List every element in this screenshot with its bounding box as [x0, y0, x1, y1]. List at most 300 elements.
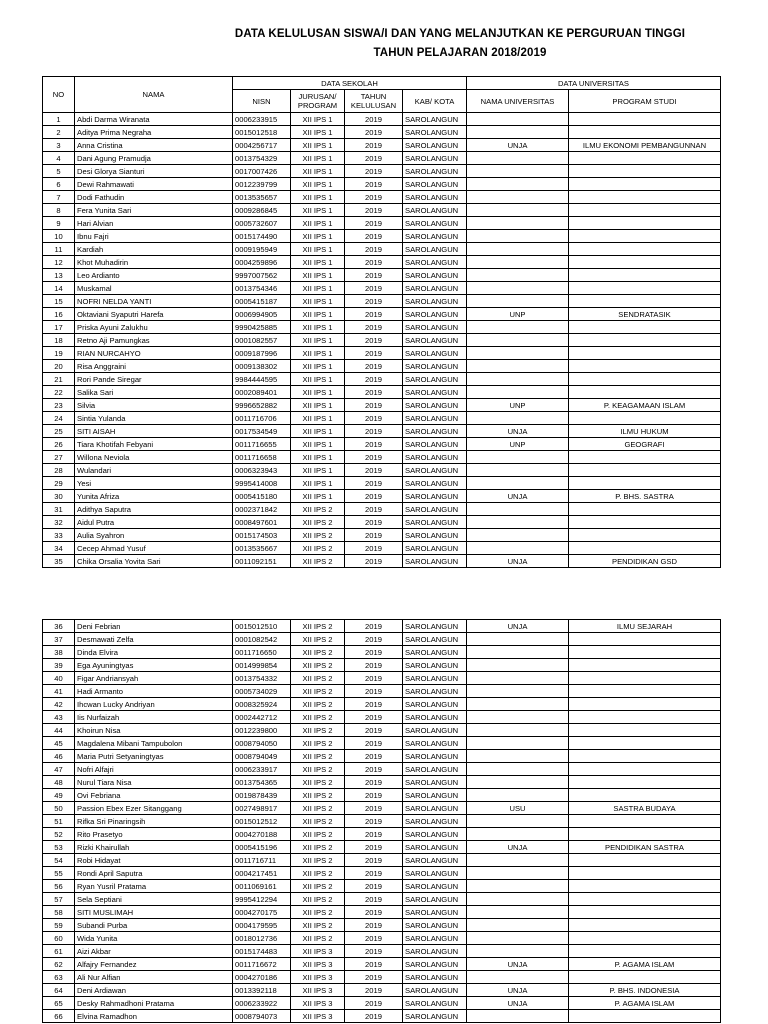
table-row	[43, 633, 721, 646]
cell-kab-kota: SAROLANGUN	[403, 126, 467, 139]
cell-tahun: 2019	[345, 945, 403, 958]
cell-nisn: 0001082542	[233, 633, 291, 646]
cell-nama-universitas	[467, 815, 569, 828]
cell-no: 38	[43, 646, 75, 659]
cell-kab-kota: SAROLANGUN	[403, 529, 467, 542]
cell-nama: Adithya Saputra	[75, 503, 233, 516]
cell-program-studi: PENDIDIKAN SASTRA	[569, 841, 721, 854]
cell-program-studi	[569, 204, 721, 217]
cell-program-studi	[569, 828, 721, 841]
cell-jurusan: XII IPS 2	[291, 503, 345, 516]
cell-tahun: 2019	[345, 451, 403, 464]
cell-jurusan: XII IPS 2	[291, 802, 345, 815]
cell-tahun: 2019	[345, 672, 403, 685]
cell-nama-universitas	[467, 750, 569, 763]
cell-program-studi	[569, 282, 721, 295]
table-row	[43, 503, 721, 516]
header-kab-kota: KAB/ KOTA	[403, 90, 467, 113]
cell-nama: Risa Anggraini	[75, 360, 233, 373]
cell-nama-universitas	[467, 867, 569, 880]
cell-jurusan: XII IPS 1	[291, 204, 345, 217]
cell-kab-kota: SAROLANGUN	[403, 334, 467, 347]
cell-no: 61	[43, 945, 75, 958]
cell-nama: Wida Yunita	[75, 932, 233, 945]
cell-no: 2	[43, 126, 75, 139]
cell-program-studi	[569, 360, 721, 373]
table-row	[43, 126, 721, 139]
cell-tahun: 2019	[345, 633, 403, 646]
header-no: NO	[43, 77, 75, 113]
cell-jurusan: XII IPS 1	[291, 282, 345, 295]
cell-kab-kota: SAROLANGUN	[403, 958, 467, 971]
cell-no: 4	[43, 152, 75, 165]
cell-kab-kota: SAROLANGUN	[403, 906, 467, 919]
cell-nama: Hadi Armanto	[75, 685, 233, 698]
cell-nama: Dodi Fathudin	[75, 191, 233, 204]
table-row	[43, 308, 721, 321]
cell-kab-kota: SAROLANGUN	[403, 737, 467, 750]
cell-jurusan: XII IPS 1	[291, 256, 345, 269]
cell-kab-kota: SAROLANGUN	[403, 815, 467, 828]
cell-tahun: 2019	[345, 971, 403, 984]
table-row	[43, 945, 721, 958]
cell-tahun: 2019	[345, 360, 403, 373]
table-row	[43, 880, 721, 893]
cell-jurusan: XII IPS 2	[291, 711, 345, 724]
cell-kab-kota: SAROLANGUN	[403, 1010, 467, 1023]
cell-nama: Rifka Sri Pinaringsih	[75, 815, 233, 828]
cell-tahun: 2019	[345, 269, 403, 282]
cell-tahun: 2019	[345, 126, 403, 139]
cell-kab-kota: SAROLANGUN	[403, 503, 467, 516]
cell-no: 16	[43, 308, 75, 321]
table-row	[43, 256, 721, 269]
cell-no: 17	[43, 321, 75, 334]
cell-program-studi	[569, 503, 721, 516]
cell-jurusan: XII IPS 1	[291, 165, 345, 178]
table-row	[43, 321, 721, 334]
cell-no: 30	[43, 490, 75, 503]
cell-nisn: 0014999854	[233, 659, 291, 672]
cell-nama: Iis Nurfaizah	[75, 711, 233, 724]
cell-program-studi: P. KEAGAMAAN ISLAM	[569, 399, 721, 412]
cell-nama: Willona Neviola	[75, 451, 233, 464]
cell-kab-kota: SAROLANGUN	[403, 646, 467, 659]
cell-jurusan: XII IPS 2	[291, 737, 345, 750]
cell-nama: Oktaviani Syaputri Harefa	[75, 308, 233, 321]
cell-kab-kota: SAROLANGUN	[403, 191, 467, 204]
cell-nama-universitas	[467, 204, 569, 217]
cell-kab-kota: SAROLANGUN	[403, 750, 467, 763]
table-row	[43, 867, 721, 880]
cell-nama: Rori Pande Siregar	[75, 373, 233, 386]
table-row	[43, 906, 721, 919]
cell-no: 24	[43, 412, 75, 425]
cell-no: 54	[43, 854, 75, 867]
cell-kab-kota: SAROLANGUN	[403, 971, 467, 984]
cell-tahun: 2019	[345, 464, 403, 477]
cell-tahun: 2019	[345, 763, 403, 776]
cell-tahun: 2019	[345, 919, 403, 932]
cell-nama-universitas	[467, 477, 569, 490]
cell-kab-kota: SAROLANGUN	[403, 919, 467, 932]
table-row	[43, 620, 721, 633]
cell-kab-kota: SAROLANGUN	[403, 217, 467, 230]
cell-nama: Dani Agung Pramudja	[75, 152, 233, 165]
cell-nama: Tiara Khotifah Febyani	[75, 438, 233, 451]
cell-nama: Rizki Khairullah	[75, 841, 233, 854]
cell-no: 63	[43, 971, 75, 984]
cell-nama-universitas	[467, 334, 569, 347]
cell-nama-universitas	[467, 880, 569, 893]
cell-kab-kota: SAROLANGUN	[403, 425, 467, 438]
cell-program-studi	[569, 932, 721, 945]
cell-program-studi	[569, 1010, 721, 1023]
table-row	[43, 477, 721, 490]
cell-nama-universitas	[467, 360, 569, 373]
cell-no: 40	[43, 672, 75, 685]
table-row	[43, 152, 721, 165]
cell-nisn: 0009187996	[233, 347, 291, 360]
cell-nisn: 0004256717	[233, 139, 291, 152]
cell-no: 57	[43, 893, 75, 906]
cell-nisn: 0011092151	[233, 555, 291, 568]
cell-program-studi	[569, 243, 721, 256]
cell-jurusan: XII IPS 2	[291, 542, 345, 555]
cell-program-studi	[569, 815, 721, 828]
cell-kab-kota: SAROLANGUN	[403, 490, 467, 503]
cell-program-studi	[569, 230, 721, 243]
table-row	[43, 139, 721, 152]
cell-nisn: 0011716650	[233, 646, 291, 659]
cell-kab-kota: SAROLANGUN	[403, 685, 467, 698]
cell-tahun: 2019	[345, 750, 403, 763]
cell-nama-universitas	[467, 269, 569, 282]
cell-program-studi	[569, 542, 721, 555]
cell-tahun: 2019	[345, 880, 403, 893]
cell-program-studi: ILMU EKONOMI PEMBANGUNNAN	[569, 139, 721, 152]
cell-kab-kota: SAROLANGUN	[403, 152, 467, 165]
cell-nisn: 9997007562	[233, 269, 291, 282]
cell-no: 46	[43, 750, 75, 763]
table-row	[43, 165, 721, 178]
cell-kab-kota: SAROLANGUN	[403, 282, 467, 295]
cell-tahun: 2019	[345, 230, 403, 243]
cell-nama-universitas	[467, 230, 569, 243]
cell-no: 7	[43, 191, 75, 204]
cell-kab-kota: SAROLANGUN	[403, 802, 467, 815]
cell-tahun: 2019	[345, 386, 403, 399]
cell-program-studi	[569, 295, 721, 308]
cell-tahun: 2019	[345, 178, 403, 191]
cell-tahun: 2019	[345, 412, 403, 425]
cell-program-studi: P. AGAMA ISLAM	[569, 958, 721, 971]
table-row	[43, 750, 721, 763]
cell-jurusan: XII IPS 2	[291, 529, 345, 542]
cell-no: 31	[43, 503, 75, 516]
cell-nama: Yesi	[75, 477, 233, 490]
cell-nisn: 0004259896	[233, 256, 291, 269]
cell-nama-universitas	[467, 646, 569, 659]
cell-kab-kota: SAROLANGUN	[403, 542, 467, 555]
cell-program-studi	[569, 516, 721, 529]
cell-nama-universitas	[467, 633, 569, 646]
table-row	[43, 919, 721, 932]
cell-nama: Dewi Rahmawati	[75, 178, 233, 191]
cell-nisn: 0005415196	[233, 841, 291, 854]
cell-no: 5	[43, 165, 75, 178]
cell-jurusan: XII IPS 1	[291, 191, 345, 204]
cell-nama-universitas	[467, 542, 569, 555]
cell-jurusan: XII IPS 2	[291, 932, 345, 945]
cell-nama: Hari Alvian	[75, 217, 233, 230]
cell-nisn: 0008325924	[233, 698, 291, 711]
cell-nama: Nofri Alfajri	[75, 763, 233, 776]
cell-kab-kota: SAROLANGUN	[403, 932, 467, 945]
cell-nisn: 0017007426	[233, 165, 291, 178]
cell-nama-universitas	[467, 464, 569, 477]
cell-nama-universitas	[467, 932, 569, 945]
table-row	[43, 451, 721, 464]
cell-kab-kota: SAROLANGUN	[403, 620, 467, 633]
cell-nisn: 9995414008	[233, 477, 291, 490]
cell-kab-kota: SAROLANGUN	[403, 243, 467, 256]
cell-tahun: 2019	[345, 906, 403, 919]
cell-nama: Ega Ayuningtyas	[75, 659, 233, 672]
cell-jurusan: XII IPS 1	[291, 490, 345, 503]
cell-nama-universitas: UNP	[467, 399, 569, 412]
table-row	[43, 997, 721, 1010]
cell-nama-universitas	[467, 971, 569, 984]
cell-program-studi	[569, 256, 721, 269]
cell-no: 56	[43, 880, 75, 893]
cell-jurusan: XII IPS 1	[291, 321, 345, 334]
cell-nama: Chika Orsalia Yovita Sari	[75, 555, 233, 568]
cell-nama-universitas	[467, 1010, 569, 1023]
table-row	[43, 399, 721, 412]
cell-program-studi: ILMU SEJARAH	[569, 620, 721, 633]
cell-jurusan: XII IPS 1	[291, 451, 345, 464]
header-nisn: NISN	[233, 90, 291, 113]
table-row	[43, 737, 721, 750]
cell-program-studi	[569, 789, 721, 802]
cell-kab-kota: SAROLANGUN	[403, 997, 467, 1010]
cell-no: 8	[43, 204, 75, 217]
table-row	[43, 412, 721, 425]
cell-nama-universitas: UNJA	[467, 139, 569, 152]
table-row	[43, 217, 721, 230]
cell-nama: Maria Putri Setyaningtyas	[75, 750, 233, 763]
cell-no: 48	[43, 776, 75, 789]
cell-jurusan: XII IPS 1	[291, 217, 345, 230]
cell-program-studi: SASTRA BUDAYA	[569, 802, 721, 815]
cell-nama-universitas	[467, 256, 569, 269]
cell-nisn: 0008794049	[233, 750, 291, 763]
cell-nisn: 0018012736	[233, 932, 291, 945]
cell-nama: Fera Yunita Sari	[75, 204, 233, 217]
cell-program-studi	[569, 451, 721, 464]
cell-nama: Retno Aji Pamungkas	[75, 334, 233, 347]
cell-no: 26	[43, 438, 75, 451]
cell-kab-kota: SAROLANGUN	[403, 295, 467, 308]
cell-nisn: 0006233922	[233, 997, 291, 1010]
cell-nama-universitas: UNJA	[467, 620, 569, 633]
cell-kab-kota: SAROLANGUN	[403, 113, 467, 126]
cell-nisn: 0012239799	[233, 178, 291, 191]
cell-tahun: 2019	[345, 425, 403, 438]
table-row	[43, 711, 721, 724]
cell-nama-universitas	[467, 711, 569, 724]
table-row	[43, 516, 721, 529]
cell-nama: Alfajry Fernandez	[75, 958, 233, 971]
cell-kab-kota: SAROLANGUN	[403, 776, 467, 789]
cell-no: 41	[43, 685, 75, 698]
cell-kab-kota: SAROLANGUN	[403, 412, 467, 425]
cell-tahun: 2019	[345, 217, 403, 230]
cell-nama-universitas	[467, 503, 569, 516]
cell-kab-kota: SAROLANGUN	[403, 711, 467, 724]
header-tahun: TAHUN KELULUSAN	[345, 90, 403, 113]
cell-nisn: 0005415187	[233, 295, 291, 308]
cell-jurusan: XII IPS 2	[291, 893, 345, 906]
cell-nisn: 0011716658	[233, 451, 291, 464]
cell-kab-kota: SAROLANGUN	[403, 204, 467, 217]
cell-no: 65	[43, 997, 75, 1010]
table-row	[43, 373, 721, 386]
cell-program-studi: SENDRATASIK	[569, 308, 721, 321]
header-data-universitas: DATA UNIVERSITAS	[467, 77, 721, 90]
cell-nama: Khot Muhadirin	[75, 256, 233, 269]
graduates-table-page1	[42, 76, 721, 568]
cell-program-studi	[569, 412, 721, 425]
cell-tahun: 2019	[345, 321, 403, 334]
cell-no: 58	[43, 906, 75, 919]
cell-kab-kota: SAROLANGUN	[403, 464, 467, 477]
cell-kab-kota: SAROLANGUN	[403, 854, 467, 867]
cell-nama-universitas	[467, 906, 569, 919]
cell-nisn: 0013535657	[233, 191, 291, 204]
cell-nama-universitas	[467, 763, 569, 776]
cell-kab-kota: SAROLANGUN	[403, 165, 467, 178]
cell-program-studi: GEOGRAFI	[569, 438, 721, 451]
cell-jurusan: XII IPS 1	[291, 295, 345, 308]
cell-nama: Rito Prasetyo	[75, 828, 233, 841]
cell-program-studi	[569, 737, 721, 750]
cell-kab-kota: SAROLANGUN	[403, 139, 467, 152]
cell-no: 39	[43, 659, 75, 672]
cell-jurusan: XII IPS 1	[291, 425, 345, 438]
cell-kab-kota: SAROLANGUN	[403, 984, 467, 997]
cell-tahun: 2019	[345, 295, 403, 308]
cell-tahun: 2019	[345, 347, 403, 360]
cell-kab-kota: SAROLANGUN	[403, 672, 467, 685]
cell-nisn: 0008794073	[233, 1010, 291, 1023]
cell-nama-universitas	[467, 451, 569, 464]
table-row	[43, 178, 721, 191]
cell-program-studi	[569, 386, 721, 399]
table-row	[43, 555, 721, 568]
table-row	[43, 854, 721, 867]
cell-nama: Priska Ayuni Zalukhu	[75, 321, 233, 334]
cell-nama-universitas	[467, 178, 569, 191]
cell-nama-universitas: UNP	[467, 308, 569, 321]
cell-nisn: 0011716711	[233, 854, 291, 867]
cell-program-studi: ILMU HUKUM	[569, 425, 721, 438]
cell-jurusan: XII IPS 1	[291, 360, 345, 373]
cell-jurusan: XII IPS 2	[291, 789, 345, 802]
cell-nama-universitas	[467, 126, 569, 139]
cell-jurusan: XII IPS 1	[291, 438, 345, 451]
cell-jurusan: XII IPS 2	[291, 672, 345, 685]
cell-tahun: 2019	[345, 503, 403, 516]
cell-nama: Deni Febrian	[75, 620, 233, 633]
document-title: DATA KELULUSAN SISWA/I DAN YANG MELANJUTKAN KE PERGURUAN TINGGI	[234, 28, 686, 40]
cell-kab-kota: SAROLANGUN	[403, 659, 467, 672]
cell-program-studi: P. AGAMA ISLAM	[569, 997, 721, 1010]
cell-tahun: 2019	[345, 113, 403, 126]
cell-nisn: 0013535667	[233, 542, 291, 555]
cell-nisn: 0015012510	[233, 620, 291, 633]
cell-nama: Abdi Darma Wiranata	[75, 113, 233, 126]
cell-tahun: 2019	[345, 373, 403, 386]
cell-nama: Desmawati Zelfa	[75, 633, 233, 646]
cell-no: 1	[43, 113, 75, 126]
cell-no: 25	[43, 425, 75, 438]
cell-nama-universitas: UNJA	[467, 958, 569, 971]
cell-no: 14	[43, 282, 75, 295]
cell-kab-kota: SAROLANGUN	[403, 880, 467, 893]
cell-nama-universitas	[467, 893, 569, 906]
cell-jurusan: XII IPS 1	[291, 269, 345, 282]
cell-nama: RIAN NURCAHYO	[75, 347, 233, 360]
cell-nama: Leo Ardianto	[75, 269, 233, 282]
cell-nama: Ryan Yusril Pratama	[75, 880, 233, 893]
cell-jurusan: XII IPS 3	[291, 984, 345, 997]
cell-nisn: 0015012512	[233, 815, 291, 828]
cell-program-studi	[569, 906, 721, 919]
cell-nisn: 0009286845	[233, 204, 291, 217]
cell-nama: Anna Cristina	[75, 139, 233, 152]
cell-no: 9	[43, 217, 75, 230]
table-row	[43, 958, 721, 971]
cell-nama-universitas	[467, 828, 569, 841]
cell-nama-universitas	[467, 698, 569, 711]
cell-no: 51	[43, 815, 75, 828]
cell-jurusan: XII IPS 2	[291, 906, 345, 919]
cell-no: 13	[43, 269, 75, 282]
cell-program-studi	[569, 321, 721, 334]
cell-nama: Aditya Prima Negraha	[75, 126, 233, 139]
cell-jurusan: XII IPS 1	[291, 477, 345, 490]
cell-jurusan: XII IPS 3	[291, 945, 345, 958]
cell-jurusan: XII IPS 2	[291, 620, 345, 633]
cell-nama-universitas	[467, 776, 569, 789]
cell-jurusan: XII IPS 2	[291, 659, 345, 672]
graduates-table-page2	[42, 619, 721, 1023]
table-row	[43, 490, 721, 503]
table-row	[43, 789, 721, 802]
cell-nama: Elvina Ramadhon	[75, 1010, 233, 1023]
cell-tahun: 2019	[345, 828, 403, 841]
cell-nisn: 0008794050	[233, 737, 291, 750]
cell-jurusan: XII IPS 1	[291, 152, 345, 165]
table-row	[43, 828, 721, 841]
cell-tahun: 2019	[345, 997, 403, 1010]
cell-kab-kota: SAROLANGUN	[403, 633, 467, 646]
cell-nama: Cecep Ahmad Yusuf	[75, 542, 233, 555]
cell-tahun: 2019	[345, 815, 403, 828]
cell-nama: SITI AISAH	[75, 425, 233, 438]
